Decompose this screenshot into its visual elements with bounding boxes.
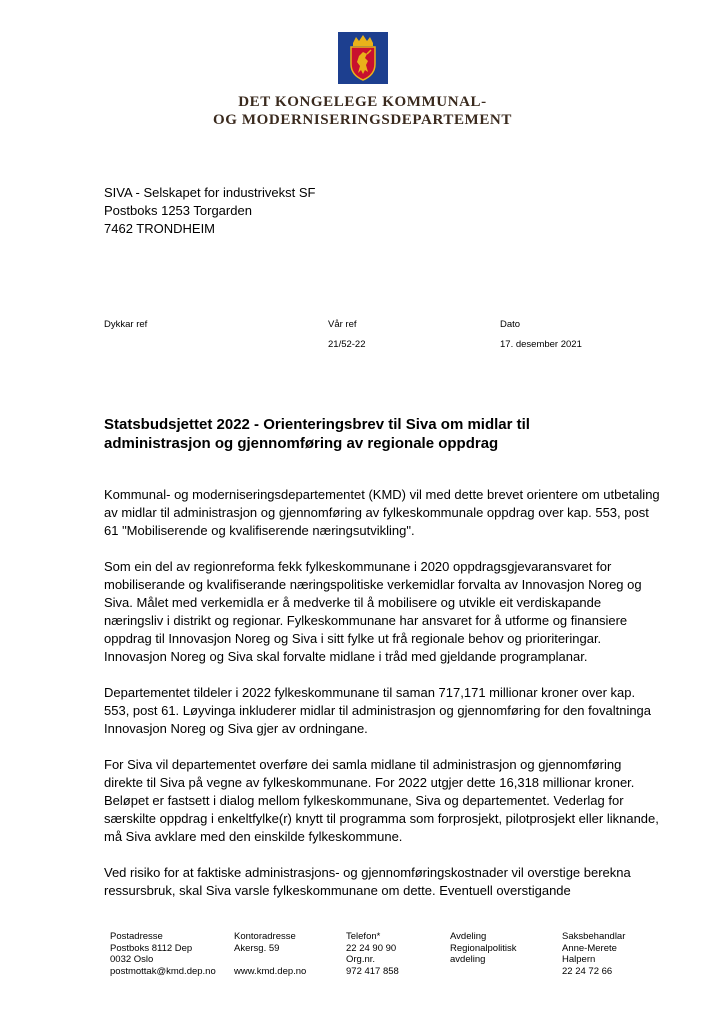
letter-title-line1: Statsbudsjettet 2022 - Orienteringsbrev til Siva om midlar til bbox=[104, 416, 530, 433]
coat-of-arms-icon bbox=[338, 32, 388, 84]
ref-dykkar bbox=[104, 319, 147, 339]
ref-var bbox=[328, 319, 366, 351]
footer-office-label: Kontoradresse bbox=[234, 931, 296, 942]
letter-body bbox=[104, 486, 660, 918]
body-paragraph: Ved risiko for at faktiske administrasjons- og gjennomføringskostnader vil overstige berekna ressursbruk, skal Siva varsle fylkeskommunane om dette. Eventuell overstigande bbox=[104, 865, 631, 898]
letter-title bbox=[104, 415, 624, 453]
body-paragraph: Som ein del av regionreforma fekk fylkeskommunane i 2020 oppdragsgjevaransvaret for mobiliserande og kvalifiserande næringspolitiske verkemidlar forvalta av Innovasjon Noreg og Siva. Målet med verkemidla er å medverke til å mobilisere og utvikle eit verdiskapande næringsliv i distrikt og regionar. Fylkeskommunane har ansvaret for å utforme og finansiere oppdrag til Innovasjon Noreg og Siva i sitt fylke ut frå regionale behov og prioriteringar. Innovasjon Noreg og Siva skal forvalte midlane i tråd med gjeldande programplanar. bbox=[104, 559, 642, 664]
footer-case-handler-phone: 22 24 72 66 bbox=[562, 965, 613, 977]
footer-phone-number: 22 24 90 90 bbox=[346, 942, 397, 954]
footer-department-label: Avdeling bbox=[450, 931, 487, 942]
department-name bbox=[0, 93, 725, 129]
footer-orgnr-value: 972 417 858 bbox=[346, 965, 399, 977]
footer-department bbox=[450, 931, 517, 977]
ref-var-label: Vår ref bbox=[328, 319, 357, 330]
recipient-address bbox=[104, 184, 315, 238]
footer-postal bbox=[110, 931, 216, 977]
footer-postal-box: Postboks 8112 Dep bbox=[110, 942, 193, 954]
ref-dato-value: 17. desember 2021 bbox=[500, 339, 582, 350]
footer-orgnr-label: Org.nr. bbox=[346, 954, 376, 965]
ref-var-value: 21/52-22 bbox=[328, 339, 366, 350]
ref-dato bbox=[500, 319, 582, 351]
footer-case-handler-label: Saksbehandlar bbox=[562, 931, 626, 942]
footer-office-street: Akersg. 59 bbox=[234, 942, 280, 954]
letterhead bbox=[0, 32, 725, 129]
recipient-postbox: Postboks 1253 Torgarden bbox=[104, 203, 252, 218]
footer-office bbox=[234, 931, 306, 977]
footer-phone-label: Telefon* bbox=[346, 931, 381, 942]
footer-department-name1: Regionalpolitisk bbox=[450, 942, 517, 954]
footer-case-handler bbox=[562, 931, 625, 977]
footer-website-link[interactable]: www.kmd.dep.no bbox=[234, 965, 307, 977]
department-name-line1: DET KONGELEGE KOMMUNAL- bbox=[238, 94, 487, 110]
letter-title-line2: administrasjon og gjennomføring av regionale oppdrag bbox=[104, 435, 499, 452]
footer-department-name2: avdeling bbox=[450, 954, 486, 965]
footer-case-handler-lastname: Halpern bbox=[562, 954, 596, 965]
footer-department-blank bbox=[450, 966, 517, 978]
footer-office-blank bbox=[234, 954, 306, 966]
recipient-city: 7462 TRONDHEIM bbox=[104, 221, 216, 236]
footer-postal-label: Postadresse bbox=[110, 931, 163, 942]
ref-dato-label: Dato bbox=[500, 319, 521, 330]
footer-case-handler-firstname: Anne-Merete bbox=[562, 942, 617, 954]
body-paragraph: Kommunal- og moderniseringsdepartementet (KMD) vil med dette brevet orientere om utbetaling av midlar til administrasjon og gjennomføring av fylkeskommunale oppdrag over kap. 553, post 61 "Mobiliserende og kvalifiserende næringsutvikling". bbox=[104, 487, 660, 538]
footer-phone bbox=[346, 931, 399, 977]
body-paragraph: Departementet tildeler i 2022 fylkeskommunane til saman 717,171 millionar kroner over kap. 553, post 61. Løyvinga inkluderer midlar til administrasjon og gjennomføring for den fovaltninga Innovasjon Noreg og Siva gjer av ordningane. bbox=[104, 685, 652, 736]
ref-dykkar-label: Dykkar ref bbox=[104, 319, 148, 330]
recipient-name: SIVA - Selskapet for industrivekst SF bbox=[104, 185, 316, 200]
department-name-line2: OG MODERNISERINGSDEPARTEMENT bbox=[213, 112, 512, 128]
footer-postal-city: 0032 Oslo bbox=[110, 954, 154, 965]
footer-email-link[interactable]: postmottak@kmd.dep.no bbox=[110, 965, 216, 977]
body-paragraph: For Siva vil departementet overføre dei samla midlane til administrasjon og gjennomføring direkte til Siva på vegne av fylkeskommunane. For 2022 utgjer dette 16,318 millionar kroner. Beløpet er fastsett i dialog mellom fylkeskommunane, Siva og departementet. Vederlag for særskilte oppdrag i enkeltfylke(r) knytt til programma som forprosjekt, pilotprosjekt eller liknande, må Siva avklare med den einskilde fylkeskommune. bbox=[104, 757, 659, 844]
